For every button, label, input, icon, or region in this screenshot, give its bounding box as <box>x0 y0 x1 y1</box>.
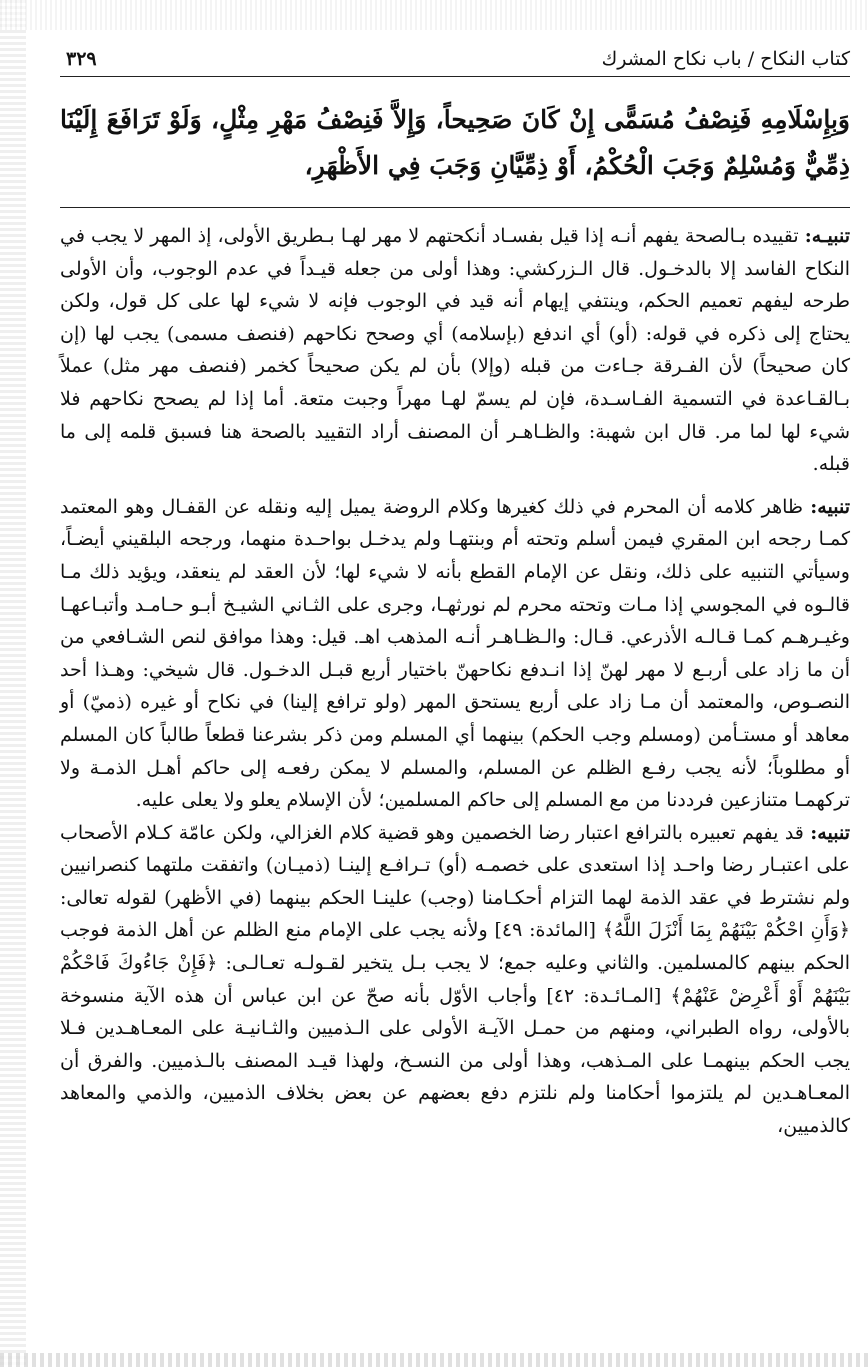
paragraph <box>60 817 850 1143</box>
paragraph-lead: تنبيه: <box>810 495 850 518</box>
paragraph-lead: تنبيه: <box>810 821 850 844</box>
paragraph-lead: تنبيـه: <box>804 225 850 247</box>
paragraph-text: قد يفهم تعبيره بالترافع اعتبار رضا الخصمين وهو قضية كلام الغزالي، ولكن عامّة كـلام الأصحاب على اعتبـار رضا واحـد إذا استعدى على خصمـه (أو) تـرافـع إلينـا (ذميـان) واتفقت ملتهما كنصرانيين ولم نشترط في عقد الذمة لهما التزام أحكـامنا (وجب) علينـا الحكم بينهما (في الأظهر) لقوله تعالى: ﴿وَأَنِ احْكُمْ بَيْنَهُمْ بِمَا أَنْزَلَ اللَّهُ﴾ [المائدة: ٤٩] ولأنه يجب على الإمام منع الظلم عن أهل الذمة فوجب الحكم بينهم كالمسلمين. والثاني وعليه جمع؛ لا يجب بـل يتخير لقـولـه تعـالـى: ﴿فَإِنْ جَاءُوكَ فَاحْكُمْ بَيْنَهُمْ أَوْ أَعْرِضْ عَنْهُمْ﴾ [المـائـدة: ٤٢] وأجاب الأوّل بأنه صحّ عن ابن عباس أن هذه الآية منسوخة بالأولى، رواه الطبراني، ومنهم من حمـل الآيـة الأولى على الـذميين والثـانيـة على المعـاهـدين فـلا يجب الحكم بينهمـا على المـذهب، وهذا أولى من النسـخ، ولهذا قيـد المصنف بالـذميين. والفرق أن المعـاهـدين لم يلتزموا أحكامنا ولم نلتزم دفع بعضهم عن بعض بخلاف الذميين، والذمي والمعاهد كالذميين، <box>60 821 850 1138</box>
scan-edge-top <box>0 0 868 30</box>
scan-edge-bottom <box>0 1353 868 1367</box>
commentary <box>60 220 850 1143</box>
running-header <box>60 42 850 77</box>
header-title: كتاب النكاح / باب نكاح المشرك <box>601 48 850 70</box>
page-number: ٣٢٩ <box>66 48 97 70</box>
paragraph <box>60 491 850 817</box>
paragraph <box>60 220 850 481</box>
matn-text: وَبِإِسْلَامِهِ فَنِصْفُ مُسَمًّى إِنْ كَانَ صَحِيحاً، وَإِلاَّ فَنِصْفُ مَهْرِ مِثْلٍ، وَلَوْ تَرَافَعَ إِلَيْنَا ذِمِّيٌّ وَمُسْلِمٌ وَجَبَ الْحُكْمُ، أَوْ ذِمِّيَّانِ وَجَبَ فِي الأَظْهَرِ، <box>60 97 850 208</box>
scan-edge-left <box>0 0 26 1367</box>
book-page <box>60 42 850 1143</box>
paragraph-text: تقييده بـالصحة يفهم أنـه إذا قيل بفسـاد أنكحتهم لا مهر لهـا بـطريق الأولى، إذ المهر لا يجب في النكاح الفاسد إلا بالدخـول. قال الـزركشي: وهذا أولى من جعله قيـداً في عدم الوجوب، وأن الأولى طرحه ليفهم تعميم الحكم، وينتفي إيهام أنه قيد في الوجوب فإنه لا شيء لها على كل قول، ولكن يحتاج إلى ذكره في قوله: (أو) أي اندفع (بإسلامه) أي وصحح نكاحهم (فنصف مسمى) يجب لها (إن كان صحيحاً) لأن الفـرقة جـاءت من قبله (وإلا) بأن لم يكن صحيحاً كخمر (فنصف مهر مثل) عملاً بـالقـاعدة في التسمية الفـاسـدة، فإن لم يسمّ لهـا مهراً وجبت متعة. أما إذا لم يصحح نكاحهم فلا شيء لها لما مر. قال ابن شهبة: والظـاهـر أن المصنف أراد التقييد بالصحة هنا فسبق قلمه إلى ما قبله. <box>60 225 850 476</box>
paragraph-text: ظاهر كلامه أن المحرم في ذلك كغيرها وكلام الروضة يميل إليه ونقله عن القفـال وهو المعتمد كمـا رجحه ابن المقري فيمن أسلم وتحته أم وبنتهـا ولم يدخـل بواحـدة منهما، ورجحه البلقيني أيضـاً، وسيأتي التنبيه على ذلك، ونقل عن الإمام القطع بأنه لا شيء لها؛ لأن العقد لم ينعقد، ويؤيد ذلك مـا قالـوه في المجوسي إذا مـات وتحته محرم لم نورثهـا، وجرى على الثـاني الشيـخ أبـو حـامـد وأتبـاعهـا وغيـرهـم كمـا قـالـه الأذرعي. قـال: والـظـاهـر أنـه المذهب اهـ. قيل: وهذا موافق لنص الشـافعي من أن ما زاد على أربـع لا مهر لهنّ إذا انـدفع نكاحهنّ باختيار أربع قبـل الدخـول. قال شيخي: وهـذا أحد النصـوص، والمعتمد أن مـا زاد على أربع يستحق المهر (ولو ترافع إلينا) في نكاح أو غيره (ذميّ) أو معاهد أو مستـأمن (ومسلم وجب الحكم) بينهما أي المسلم ومن ذكر بشرعنا قطعاً طالباً كان المسلم أو مطلوباً؛ لأنه يجب رفـع الظلم عن المسلم، والمسلم لا يمكن رفعـه إلى حاكم أهـل الذمـة ولا تركهمـا متنازعين فرددنا من مع المسلم إلى حاكم المسلمين؛ لأن الإسلام يعلو ولا يعلى عليه. <box>60 495 850 812</box>
